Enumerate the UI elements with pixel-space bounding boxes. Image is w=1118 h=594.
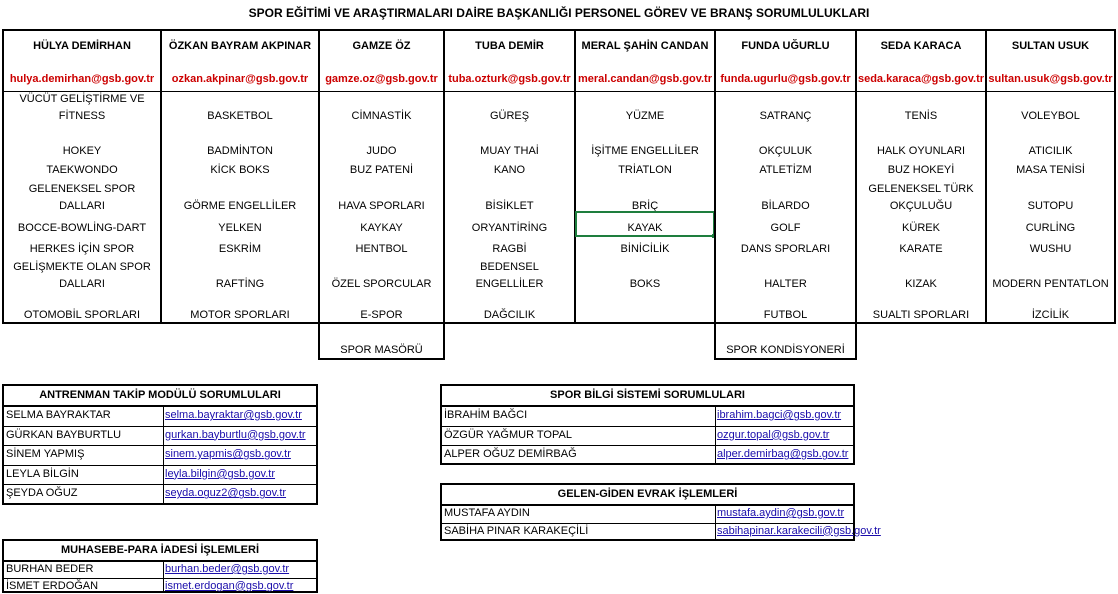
table-row [442, 445, 853, 465]
selected-cell-outline [575, 211, 715, 237]
person-name: SİNEM YAPMIŞ [6, 448, 85, 461]
branch-cell[interactable]: YÜZME [625, 110, 665, 122]
table-row [4, 426, 316, 446]
branch-cell[interactable]: ORYANTİRİNG [471, 222, 548, 234]
branch-cell[interactable]: VÜCÜT GELİŞTİRME VE FİTNESS [19, 93, 145, 122]
branch-cell[interactable]: GÖRME ENGELLİLER [183, 200, 297, 212]
staff-email: meral.candan@gsb.gov.tr [578, 73, 712, 85]
branch-cell[interactable]: BEDENSEL ENGELLİLER [475, 261, 544, 290]
email-link[interactable]: sinem.yapmis@gsb.gov.tr [165, 448, 291, 461]
staff-column [714, 29, 857, 324]
table-title: SPOR BİLGİ SİSTEMİ SORUMLULARI [442, 386, 853, 407]
branch-cell[interactable]: KÜREK [902, 222, 940, 234]
branch-cell[interactable]: HENTBOL [355, 243, 408, 255]
branch-cell[interactable]: JUDO [366, 145, 397, 157]
email-link[interactable]: leyla.bilgin@gsb.gov.tr [165, 467, 276, 480]
table-row [4, 445, 316, 465]
branch-cell[interactable]: BİNİCİLİK [620, 243, 670, 255]
branch-cell[interactable]: MASA TENİSİ [1016, 164, 1085, 176]
person-name: ŞEYDA OĞUZ [6, 487, 78, 500]
branch-cell[interactable]: İŞİTME ENGELLİLER [591, 145, 699, 157]
staff-email: sultan.usuk@gsb.gov.tr [988, 73, 1113, 85]
staff-name: GAMZE ÖZ [352, 40, 411, 52]
staff-email: funda.ugurlu@gsb.gov.tr [720, 73, 851, 85]
branch-cell[interactable]: E-SPOR [360, 309, 403, 321]
staff-name: SEDA KARACA [880, 40, 962, 52]
staff-name: FUNDA UĞURLU [741, 40, 830, 52]
staff-name: SULTAN USUK [1011, 40, 1090, 52]
branch-cell[interactable]: YELKEN [218, 222, 262, 234]
branch-cell[interactable]: KAYAK [627, 222, 663, 234]
branch-cell[interactable]: TRİATLON [618, 164, 672, 176]
staff-column [2, 29, 162, 324]
branch-cell[interactable]: TENİS [904, 110, 938, 122]
branch-cell[interactable]: KIZAK [905, 278, 937, 290]
branch-cell[interactable]: DANS SPORLARI [740, 243, 831, 255]
staff-name: MERAL ŞAHİN CANDAN [581, 40, 709, 52]
branch-cell[interactable]: ATICILIK [1028, 145, 1073, 157]
table-title: ANTRENMAN TAKİP MODÜLÜ SORUMLULARI [4, 386, 316, 407]
branch-cell[interactable]: GELENEKSEL SPOR DALLARI [28, 183, 136, 212]
branch-cell[interactable]: SUALTI SPORLARI [872, 309, 970, 321]
staff-name: ÖZKAN BAYRAM AKPINAR [168, 40, 312, 52]
branch-cell[interactable]: KANO [493, 164, 526, 176]
person-name: LEYLA BİLGİN [6, 467, 79, 480]
branch-cell[interactable]: BUZ HOKEYİ [887, 164, 955, 176]
branch-cell[interactable]: BUZ PATENİ [349, 164, 414, 176]
branch-cell[interactable]: BRİÇ [631, 200, 659, 212]
email-link[interactable]: seyda.oguz2@gsb.gov.tr [165, 487, 287, 500]
table-muhasebe [2, 539, 318, 593]
email-link[interactable]: selma.bayraktar@gsb.gov.tr [165, 409, 302, 421]
staff-column [160, 29, 320, 324]
branch-cell[interactable]: RAFTİNG [215, 278, 265, 290]
table-antrenman [2, 384, 318, 505]
email-link[interactable]: ismet.erdogan@gsb.gov.tr [165, 579, 294, 592]
table-row [4, 578, 316, 594]
branch-cell[interactable]: BOCCE-BOWLİNG-DART [17, 222, 147, 234]
table-title: GELEN-GİDEN EVRAK İŞLEMLERİ [442, 485, 853, 506]
staff-email: ozkan.akpinar@gsb.gov.tr [171, 73, 309, 85]
table-row [4, 465, 316, 485]
staff-column [855, 29, 987, 324]
table-row [4, 406, 316, 426]
branch-cell[interactable]: BİLARDO [761, 200, 810, 212]
branch-cell[interactable]: WUSHU [1029, 243, 1072, 255]
staff-name: HÜLYA DEMİRHAN [33, 40, 131, 52]
table-spor-bilgi [440, 384, 855, 465]
table-title: MUHASEBE-PARA İADESİ İŞLEMLERİ [4, 541, 316, 562]
branch-cell[interactable]: KİCK BOKS [210, 164, 270, 176]
branch-cell[interactable]: KAYKAY [360, 222, 403, 234]
branch-cell[interactable]: HOKEY [62, 145, 102, 157]
person-name: İSMET ERDOĞAN [6, 579, 99, 592]
table-row [4, 484, 316, 504]
table-row [442, 406, 853, 426]
person-name: ALPER OĞUZ DEMİRBAĞ [444, 448, 577, 461]
person-name: BURHAN BEDER [6, 563, 94, 575]
staff-column [574, 29, 716, 324]
table-row [4, 561, 316, 578]
staff-name: TUBA DEMİR [475, 40, 544, 52]
branch-cell[interactable]: GELENEKSEL TÜRK OKÇULUĞU [868, 183, 974, 212]
person-name: SABİHA PINAR KARAKEÇİLİ [444, 524, 589, 537]
branch-cell[interactable]: MOTOR SPORLARI [190, 309, 290, 321]
branch-cell[interactable]: BADMİNTON [207, 145, 273, 157]
extra-role-cell[interactable]: SPOR KONDİSYONERİ [714, 322, 857, 360]
staff-column [318, 29, 445, 324]
branch-cell[interactable]: ATLETİZM [759, 164, 812, 176]
branch-cell[interactable]: İZCİLİK [1031, 309, 1070, 321]
email-link[interactable]: alper.demirbag@gsb.gov.tr [717, 448, 849, 461]
branch-cell[interactable]: OKÇULUK [758, 145, 813, 157]
email-link[interactable]: ozgur.topal@gsb.gov.tr [717, 428, 830, 441]
table-row [442, 426, 853, 446]
staff-email: seda.karaca@gsb.gov.tr [857, 73, 985, 85]
person-name: MUSTAFA AYDIN [444, 507, 530, 519]
branch-cell[interactable]: CURLİNG [1025, 222, 1076, 234]
branch-cell[interactable]: CİMNASTİK [351, 110, 412, 122]
staff-column [985, 29, 1116, 324]
person-name: ÖZGÜR YAĞMUR TOPAL [444, 428, 572, 441]
branch-cell[interactable]: HAVA SPORLARI [338, 200, 425, 212]
branch-cell[interactable] [576, 293, 714, 324]
branch-cell[interactable]: FUTBOL [763, 309, 808, 321]
person-name: SELMA BAYRAKTAR [6, 409, 111, 421]
staff-email: hulya.demirhan@gsb.gov.tr [9, 73, 155, 85]
table-row [442, 523, 881, 541]
branch-cell[interactable]: MODERN PENTATLON [992, 278, 1109, 290]
branch-cell[interactable]: BASKETBOL [207, 110, 273, 122]
branch-cell[interactable]: SUTOPU [1027, 200, 1074, 212]
extra-role-cell[interactable]: SPOR MASÖRÜ [318, 322, 445, 360]
branch-cell[interactable]: VOLEYBOL [1021, 110, 1080, 122]
email-link[interactable]: burhan.beder@gsb.gov.tr [165, 563, 290, 575]
staff-email: tuba.ozturk@gsb.gov.tr [448, 73, 571, 85]
email-link[interactable]: mustafa.aydin@gsb.gov.tr [717, 507, 845, 519]
branch-cell[interactable]: GELİŞMEKTE OLAN SPOR DALLARI [13, 261, 151, 290]
branch-cell[interactable]: BOKS [629, 278, 661, 290]
staff-column [443, 29, 576, 324]
email-link[interactable]: gurkan.bayburtlu@gsb.gov.tr [165, 428, 306, 441]
branch-cell[interactable]: RAGBİ [492, 243, 527, 255]
branch-cell[interactable]: GOLF [770, 222, 801, 234]
email-link[interactable]: sabihapinar.karakecili@gsb.gov.tr [717, 524, 881, 537]
branch-cell[interactable]: BİSİKLET [485, 200, 534, 212]
branch-cell[interactable]: GÜREŞ [489, 110, 530, 122]
email-link[interactable]: ibrahim.bagci@gsb.gov.tr [717, 409, 842, 421]
branch-cell[interactable]: HALK OYUNLARI [876, 145, 966, 157]
page-title: SPOR EĞİTİMİ VE ARAŞTIRMALARI DAİRE BAŞKANLIĞI PERSONEL GÖREV VE BRANŞ SORUMLULUKLARI [248, 6, 870, 20]
branch-cell[interactable]: ÖZEL SPORCULAR [331, 278, 432, 290]
branch-cell[interactable]: DAĞCILIK [483, 309, 536, 321]
staff-email: gamze.oz@gsb.gov.tr [325, 73, 438, 85]
branch-cell[interactable]: ESKRİM [218, 243, 262, 255]
branch-cell[interactable]: TAEKWONDO [46, 164, 118, 176]
branch-cell[interactable]: HALTER [764, 278, 807, 290]
branch-cell[interactable]: KARATE [899, 243, 943, 255]
table-row [442, 505, 853, 523]
table-evrak [440, 483, 881, 541]
person-name: İBRAHİM BAĞCI [444, 409, 528, 421]
branch-cell[interactable]: HERKES İÇİN SPOR [29, 243, 135, 255]
branch-cell[interactable]: SATRANÇ [759, 110, 812, 122]
branch-cell[interactable]: MUAY THAİ [480, 145, 539, 157]
person-name: GÜRKAN BAYBURTLU [6, 428, 122, 441]
branch-cell[interactable]: OTOMOBİL SPORLARI [23, 309, 141, 321]
